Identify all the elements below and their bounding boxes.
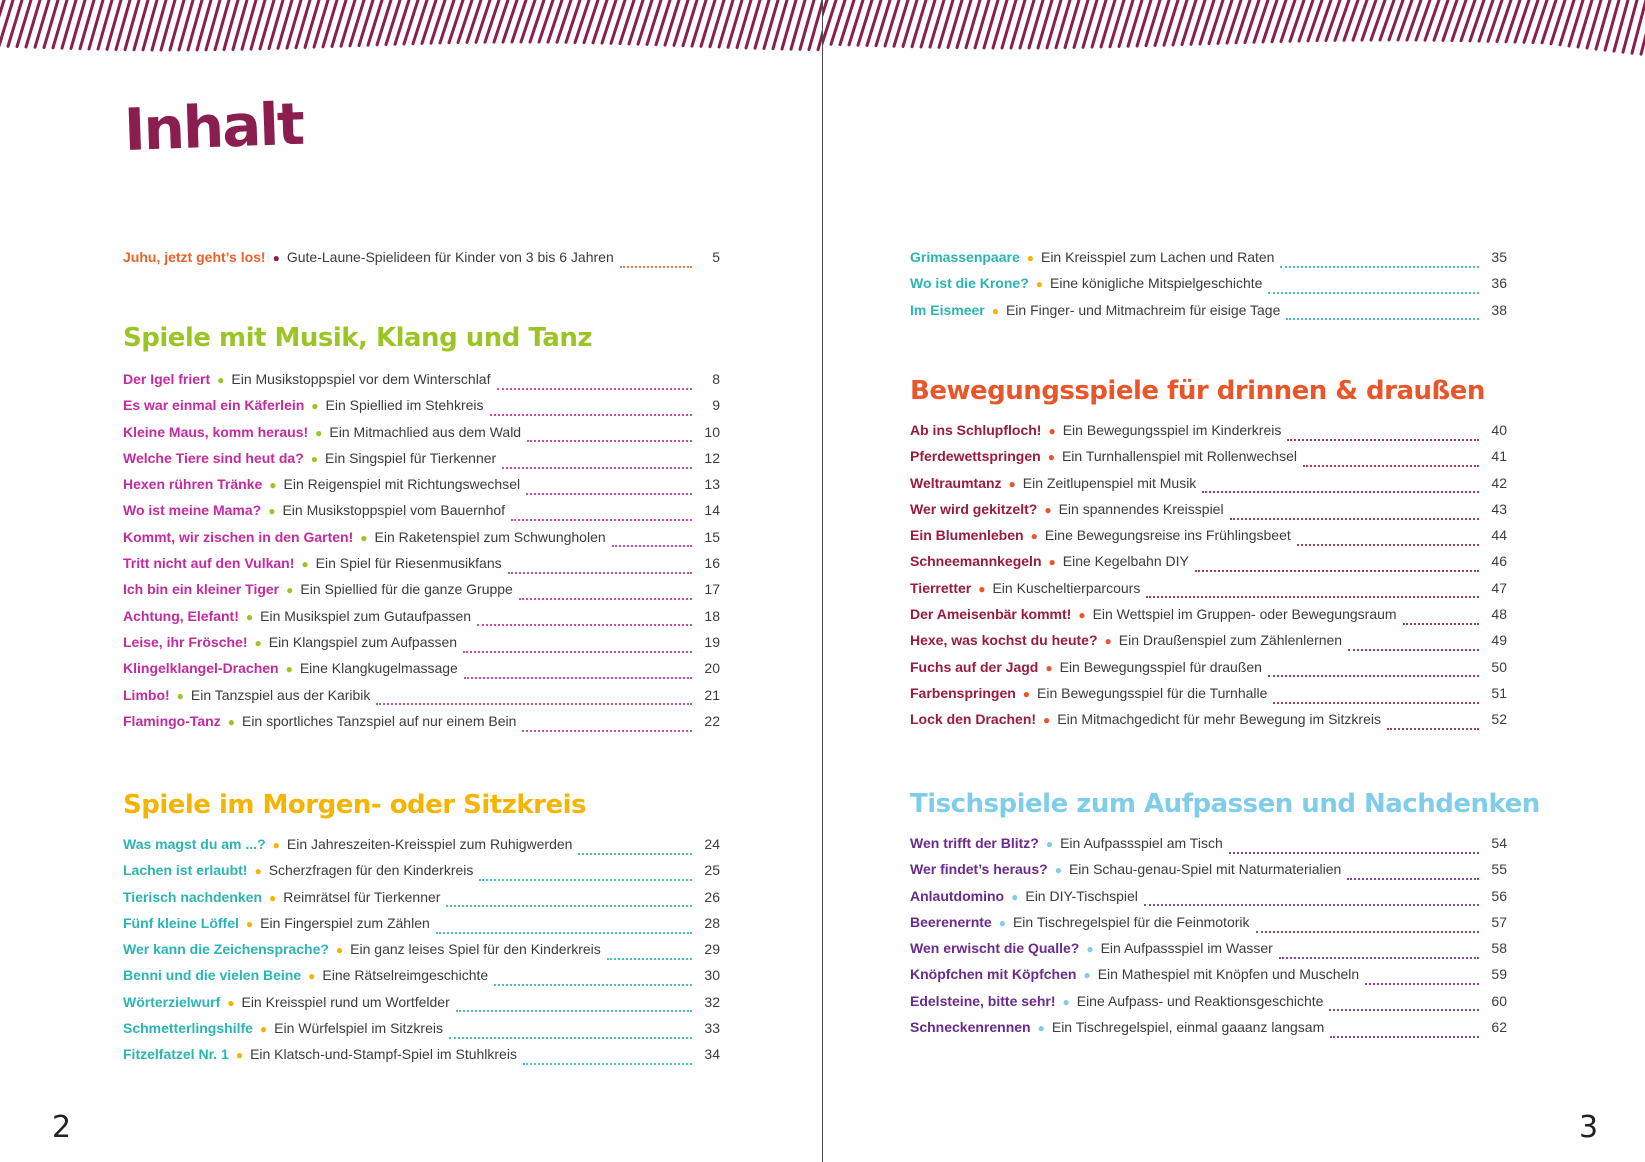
entry-description: Ein Aufpassspiel im Wasser <box>1100 940 1273 957</box>
entry-description: Ein Spiellied im Stehkreis <box>325 397 484 414</box>
toc-entry[interactable] <box>123 371 720 397</box>
entry-title: Wen erwischt die Qualle? <box>910 940 1080 957</box>
entry-title: Schmetterlingshilfe <box>123 1020 253 1037</box>
entry-page-number: 12 <box>704 449 720 466</box>
entry-description: Ein Wettspiel im Gruppen- oder Bewegungsraum <box>1092 606 1397 623</box>
entry-description: Ein DIY-Tischspiel <box>1025 887 1138 904</box>
entry-title: Wo ist die Krone? <box>910 275 1029 292</box>
entry-description: Ein Tischregelspiel für die Feinmotorik <box>1012 913 1250 930</box>
entry-page-number: 55 <box>1491 861 1507 878</box>
bullet-icon: ● <box>1044 502 1052 517</box>
toc-entry[interactable] <box>910 422 1507 448</box>
entry-page-number: 59 <box>1491 966 1507 983</box>
toc-entry[interactable] <box>123 713 720 739</box>
entry-title: Wer findet’s heraus? <box>910 861 1048 878</box>
entry-title: Schneemannkegeln <box>910 553 1042 570</box>
dotted-leader <box>620 265 692 268</box>
entry-description: Ein Kreisspiel rund um Wortfelder <box>241 993 450 1010</box>
entry-page-number: 24 <box>704 836 720 852</box>
toc-entry[interactable] <box>123 967 720 993</box>
entry-description: Ein Musikstoppspiel vom Bauernhof <box>282 502 506 519</box>
entry-title: Kommt, wir zischen in den Garten! <box>123 528 354 545</box>
entry-page-number: 15 <box>704 528 720 545</box>
toc-entry[interactable] <box>123 687 720 713</box>
entry-page-number: 32 <box>704 993 720 1010</box>
toc-entry[interactable] <box>123 1046 720 1072</box>
entry-title: Limbo! <box>123 686 170 703</box>
toc-entry[interactable] <box>910 659 1507 685</box>
dotted-leader <box>522 729 692 732</box>
entry-description: Ein Tanzspiel aus der Karibik <box>190 686 371 703</box>
entry-title: Ab ins Schlupfloch! <box>910 422 1042 438</box>
entry-title: Knöpfchen mit Köpfchen <box>910 966 1077 983</box>
bullet-icon: ● <box>1083 968 1091 983</box>
toc-entry[interactable] <box>910 940 1507 966</box>
right-page <box>823 0 1645 1162</box>
bullet-icon: ● <box>227 714 235 729</box>
entry-description: Ein Klatsch-und-Stampf-Spiel im Stuhlkreis <box>250 1046 517 1063</box>
bullet-icon: ● <box>311 399 319 414</box>
bullet-icon: ● <box>227 995 235 1010</box>
entry-page-number: 48 <box>1491 606 1507 623</box>
entry-page-number: 13 <box>704 476 720 493</box>
bullet-icon: ● <box>1026 251 1034 265</box>
entry-page-number: 8 <box>712 371 720 387</box>
entry-title: Was magst du am ...? <box>123 836 266 852</box>
dotted-leader <box>446 904 692 907</box>
entry-title: Wen trifft der Blitz? <box>910 835 1039 851</box>
entry-description: Eine Rätselreimgeschichte <box>322 967 489 984</box>
toc-entry[interactable] <box>123 862 720 888</box>
dotted-leader <box>456 1009 692 1012</box>
bullet-icon: ● <box>254 635 262 650</box>
dotted-leader <box>1279 956 1479 959</box>
entry-page-number: 41 <box>1491 448 1507 465</box>
toc-entry[interactable] <box>123 450 720 476</box>
table-list <box>910 835 1507 1045</box>
entry-description: Ein Schau-genau-Spiel mit Naturmaterialien <box>1068 861 1342 878</box>
bullet-icon: ● <box>310 451 318 466</box>
bullet-icon: ● <box>1037 1021 1045 1036</box>
bullet-icon: ● <box>1048 424 1056 438</box>
toc-entry[interactable] <box>910 580 1507 606</box>
page-number-right: 3 <box>1579 1110 1599 1145</box>
dotted-leader <box>376 702 692 705</box>
dotted-leader <box>1297 543 1479 546</box>
toc-entry[interactable] <box>123 529 720 555</box>
entry-description: Eine Aufpass- und Reaktionsgeschichte <box>1076 992 1324 1009</box>
toc-entry[interactable] <box>910 1019 1507 1045</box>
entry-description: Reimrätsel für Tierkenner <box>283 888 441 905</box>
entry-title: Beerenernte <box>910 913 992 930</box>
entry-page-number: 16 <box>704 555 720 572</box>
dotted-leader <box>1287 438 1479 441</box>
bullet-icon: ● <box>268 504 276 519</box>
dotted-leader <box>1387 727 1479 730</box>
toc-entry[interactable] <box>910 993 1507 1019</box>
toc-entry[interactable] <box>910 527 1507 553</box>
bullet-icon: ● <box>217 373 225 387</box>
entry-description: Eine Bewegungsreise ins Frühlingsbeet <box>1044 527 1291 544</box>
entry-page-number: 38 <box>1491 301 1507 318</box>
entry-title: Grimassenpaare <box>910 249 1020 265</box>
entry-title: Fuchs auf der Jagd <box>910 658 1039 675</box>
dotted-leader <box>1286 317 1479 320</box>
entry-page-number: 56 <box>1491 887 1507 904</box>
dotted-leader <box>519 597 692 600</box>
entry-page-number: 47 <box>1491 579 1507 596</box>
bullet-icon: ● <box>1047 450 1055 465</box>
bullet-icon: ● <box>991 303 999 318</box>
dotted-leader <box>1403 622 1479 625</box>
morning-list <box>123 836 720 1073</box>
toc-entry[interactable] <box>123 1020 720 1046</box>
entry-description: Ein Mathespiel mit Knöpfen und Muscheln <box>1097 966 1360 983</box>
section-heading-movement: Bewegungsspiele für drinnen & draußen <box>910 376 1485 406</box>
entry-page-number: 17 <box>704 581 720 598</box>
intro-list <box>123 249 720 275</box>
toc-entry[interactable] <box>123 994 720 1020</box>
entry-page-number: 42 <box>1491 474 1507 491</box>
entry-page-number: 62 <box>1491 1019 1507 1036</box>
entry-title: Leise, ihr Frösche! <box>123 633 248 650</box>
entry-page-number: 40 <box>1491 422 1507 438</box>
entry-page-number: 25 <box>704 862 720 879</box>
entry-description: Ein Musikspiel zum Gutaufpassen <box>260 607 472 624</box>
dotted-leader <box>1365 982 1479 985</box>
entry-page-number: 54 <box>1491 835 1507 851</box>
dotted-leader <box>1330 1035 1479 1038</box>
dotted-leader <box>612 544 692 547</box>
entry-page-number: 14 <box>704 502 720 519</box>
bullet-icon: ● <box>1048 555 1056 570</box>
bullet-icon: ● <box>285 662 293 677</box>
entry-description: Ein Fingerspiel zum Zählen <box>260 914 430 931</box>
entry-description: Ein sportliches Tanzspiel auf nur einem Bein <box>241 712 517 729</box>
entry-page-number: 50 <box>1491 658 1507 675</box>
toc-entry[interactable] <box>123 397 720 423</box>
entry-description: Ein Draußenspiel zum Zählenlernen <box>1118 632 1343 649</box>
entry-page-number: 19 <box>704 633 720 650</box>
entry-description: Ein Zeitlupenspiel mit Musik <box>1022 474 1197 491</box>
entry-title: Wer wird gekitzelt? <box>910 500 1038 517</box>
entry-title: Ich bin ein kleiner Tiger <box>123 581 280 598</box>
bullet-icon: ● <box>1022 686 1031 701</box>
entry-page-number: 43 <box>1491 500 1507 517</box>
entry-title: Klingelklangel-Drachen <box>123 660 279 677</box>
bullet-icon: ● <box>286 583 294 598</box>
toc-entry[interactable] <box>910 888 1507 914</box>
entry-description: Ein Bewegungsspiel für die Turnhalle <box>1037 684 1268 701</box>
entry-description: Ein Tischregelspiel, einmal gaaanz langsam <box>1051 1019 1325 1036</box>
section-heading-table: Tischspiele zum Aufpassen und Nachdenken <box>910 789 1540 819</box>
dotted-leader <box>502 466 692 469</box>
entry-page-number: 52 <box>1491 711 1507 728</box>
entry-description: Ein Spiel für Riesenmusikfans <box>315 555 502 572</box>
toc-entry[interactable] <box>123 836 720 862</box>
toc-entry[interactable] <box>910 475 1507 501</box>
entry-page-number: 58 <box>1491 940 1507 957</box>
dotted-leader <box>436 931 692 934</box>
bullet-icon: ● <box>245 916 254 931</box>
toc-entry[interactable] <box>910 835 1507 861</box>
entry-title: Flamingo-Tanz <box>123 712 221 729</box>
dotted-leader <box>1273 701 1479 704</box>
bullet-icon: ● <box>1078 608 1086 623</box>
dotted-leader <box>1229 851 1479 854</box>
bullet-icon: ● <box>301 557 309 572</box>
entry-description: Ein Finger- und Mitmachreim für eisige Tage <box>1005 301 1281 318</box>
entry-description: Ein spannendes Kreisspiel <box>1058 500 1224 517</box>
stripe-decoration-right <box>823 0 1645 70</box>
bullet-icon: ● <box>272 251 280 265</box>
toc-entry[interactable] <box>123 249 720 275</box>
entry-title: Fünf kleine Löffel <box>123 914 239 931</box>
toc-entry[interactable] <box>910 685 1507 711</box>
entry-title: Benni und die vielen Beine <box>123 967 302 984</box>
entry-page-number: 18 <box>704 607 720 624</box>
entry-title: Hexen rühren Tränke <box>123 476 263 493</box>
entry-title: Der Ameisenbär kommt! <box>910 606 1072 623</box>
entry-description: Ein Jahreszeiten-Kreisspiel zum Ruhigwerden <box>286 836 573 852</box>
entry-title: Kleine Maus, komm heraus! <box>123 423 309 440</box>
entry-page-number: 29 <box>704 941 720 958</box>
toc-entry[interactable] <box>123 502 720 528</box>
bullet-icon: ● <box>1086 942 1094 957</box>
entry-page-number: 28 <box>704 914 720 931</box>
dotted-leader <box>578 852 692 855</box>
entry-title: Juhu, jetzt geht’s los! <box>123 249 266 265</box>
dotted-leader <box>464 676 692 679</box>
toc-entry[interactable] <box>123 915 720 941</box>
entry-description: Ein Singspiel für Tierkenner <box>325 449 497 466</box>
bullet-icon: ● <box>272 838 280 852</box>
dotted-leader <box>1268 291 1479 294</box>
bullet-icon: ● <box>1043 713 1051 728</box>
toc-entry[interactable] <box>910 553 1507 579</box>
entry-title: Ein Blumenleben <box>910 527 1024 544</box>
dotted-leader <box>1329 1008 1479 1011</box>
bullet-icon: ● <box>1054 863 1062 878</box>
stripe-decoration-left <box>0 0 822 70</box>
dotted-leader <box>490 413 692 416</box>
entry-title: Tierisch nachdenken <box>123 888 263 905</box>
dotted-leader <box>1202 490 1479 493</box>
toc-entry[interactable] <box>123 634 720 660</box>
entry-description: Ein Kreisspiel zum Lachen und Raten <box>1040 249 1275 265</box>
entry-title: Im Eismeer <box>910 301 985 318</box>
entry-description: Ein Mitmachgedicht für mehr Bewegung im Sitzkreis <box>1057 711 1381 728</box>
entry-description: Ein Mitmachlied aus dem Wald <box>329 423 522 440</box>
entry-page-number: 21 <box>704 686 720 703</box>
entry-description: Gute-Laune-Spielideen für Kinder von 3 bis 6 Jahren <box>286 249 614 265</box>
entry-title: Hexe, was kochst du heute? <box>910 632 1098 649</box>
toc-entry[interactable] <box>910 501 1507 527</box>
entry-title: Wörterzielwurf <box>123 993 221 1010</box>
dotted-leader <box>1268 674 1479 677</box>
dotted-leader <box>497 387 693 390</box>
entry-page-number: 51 <box>1491 684 1507 701</box>
entry-description: Ein Musikstoppspiel vor dem Winterschlaf <box>231 371 491 387</box>
bullet-icon: ● <box>998 915 1006 930</box>
entry-page-number: 34 <box>704 1046 720 1063</box>
toc-entry[interactable] <box>123 889 720 915</box>
dotted-leader <box>526 492 692 495</box>
entry-page-number: 20 <box>704 660 720 677</box>
entry-page-number: 22 <box>704 712 720 729</box>
toc-entry[interactable] <box>123 581 720 607</box>
entry-description: Eine Klangkugelmassage <box>299 660 458 677</box>
toc-entry[interactable] <box>910 606 1507 632</box>
entry-title: Achtung, Elefant! <box>123 607 239 624</box>
bullet-icon: ● <box>176 688 184 703</box>
entry-description: Ein Raketenspiel zum Schwungholen <box>374 528 606 545</box>
bullet-icon: ● <box>1011 889 1019 904</box>
entry-description: Ein Kuscheltierparcours <box>992 579 1141 596</box>
toc-entry[interactable] <box>910 249 1507 275</box>
entry-title: Tierretter <box>910 579 972 596</box>
entry-title: Anlautdomino <box>910 887 1005 904</box>
dotted-leader <box>1303 464 1479 467</box>
bullet-icon: ● <box>308 969 316 984</box>
entry-title: Schneckenrennen <box>910 1019 1031 1036</box>
bullet-icon: ● <box>1104 634 1112 649</box>
morning-continued-list <box>910 249 1507 328</box>
entry-description: Ein Aufpassspiel am Tisch <box>1060 835 1223 851</box>
dotted-leader <box>1280 265 1479 268</box>
dotted-leader <box>523 1062 692 1065</box>
toc-entry[interactable] <box>123 555 720 581</box>
dotted-leader <box>1144 903 1479 906</box>
toc-entry[interactable] <box>910 711 1507 737</box>
dotted-leader <box>1146 595 1479 598</box>
toc-entry[interactable] <box>910 914 1507 940</box>
entry-page-number: 10 <box>704 423 720 440</box>
entry-title: Weltraumtanz <box>910 474 1002 491</box>
dotted-leader <box>449 1036 692 1039</box>
dotted-leader <box>527 439 692 442</box>
entry-description: Ein Turnhallenspiel mit Rollenwechsel <box>1061 448 1297 465</box>
section-heading-morning: Spiele im Morgen- oder Sitzkreis <box>123 790 587 820</box>
entry-page-number: 5 <box>712 249 720 265</box>
toc-entry[interactable] <box>123 608 720 634</box>
dotted-leader <box>1348 648 1479 651</box>
entry-page-number: 33 <box>704 1020 720 1037</box>
dotted-leader <box>479 878 692 881</box>
bullet-icon: ● <box>1062 994 1070 1009</box>
bullet-icon: ● <box>315 425 323 440</box>
entry-page-number: 44 <box>1491 527 1507 544</box>
section-heading-music: Spiele mit Musik, Klang und Tanz <box>123 323 592 353</box>
bullet-icon: ● <box>1008 476 1016 491</box>
entry-description: Eine Kegelbahn DIY <box>1062 553 1189 570</box>
bullet-icon: ● <box>978 581 986 596</box>
entry-description: Ein Bewegungsspiel im Kinderkreis <box>1062 422 1282 438</box>
dotted-leader <box>511 518 692 521</box>
entry-description: Ein Klangspiel zum Aufpassen <box>268 633 458 650</box>
entry-title: Lock den Drachen! <box>910 711 1037 728</box>
entry-description: Eine königliche Mitspielgeschichte <box>1050 275 1263 292</box>
dotted-leader <box>1195 569 1479 572</box>
dotted-leader <box>1230 517 1479 520</box>
entry-page-number: 30 <box>704 967 720 984</box>
left-page <box>0 0 822 1162</box>
entry-title: Pferdewettspringen <box>910 448 1041 465</box>
dotted-leader <box>508 571 692 574</box>
entry-page-number: 36 <box>1491 275 1507 292</box>
toc-entry[interactable] <box>123 476 720 502</box>
entry-page-number: 35 <box>1491 249 1507 265</box>
bullet-icon: ● <box>254 864 262 879</box>
bullet-icon: ● <box>1030 529 1038 544</box>
dotted-leader <box>463 650 692 653</box>
entry-title: Fitzelfatzel Nr. 1 <box>123 1046 229 1063</box>
entry-page-number: 9 <box>712 397 720 414</box>
entry-page-number: 60 <box>1491 992 1507 1009</box>
entry-description: Ein Reigenspiel mit Richtungswechsel <box>283 476 521 493</box>
bullet-icon: ● <box>1045 837 1054 851</box>
entry-page-number: 26 <box>704 888 720 905</box>
dotted-leader <box>477 623 692 626</box>
page-title: Inhalt <box>122 89 304 164</box>
toc-entry[interactable] <box>123 660 720 686</box>
dotted-leader <box>607 957 692 960</box>
entry-description: Scherzfragen für den Kinderkreis <box>268 862 474 879</box>
toc-entry[interactable] <box>910 448 1507 474</box>
entry-title: Wo ist meine Mama? <box>123 502 262 519</box>
bullet-icon: ● <box>259 1022 268 1037</box>
entry-description: Ein Würfelspiel im Sitzkreis <box>274 1020 443 1037</box>
bullet-icon: ● <box>269 478 277 493</box>
bullet-icon: ● <box>245 609 254 624</box>
entry-title: Der Igel friert <box>123 371 211 387</box>
entry-description: Ein Bewegungsspiel für draußen <box>1059 658 1262 675</box>
page-number-left: 2 <box>52 1110 72 1145</box>
entry-title: Welche Tiere sind heut da? <box>123 449 304 466</box>
toc-entry[interactable] <box>910 861 1507 887</box>
toc-entry[interactable] <box>910 632 1507 658</box>
bullet-icon: ● <box>1035 277 1043 292</box>
entry-title: Es war einmal ein Käferlein <box>123 397 305 414</box>
entry-description: Ein ganz leises Spiel für den Kinderkreis <box>350 941 601 958</box>
toc-entry[interactable] <box>123 941 720 967</box>
bullet-icon: ● <box>360 530 368 545</box>
entry-title: Edelsteine, bitte sehr! <box>910 992 1056 1009</box>
entry-title: Tritt nicht auf den Vulkan! <box>123 555 295 572</box>
movement-list <box>910 422 1507 738</box>
entry-title: Lachen ist erlaubt! <box>123 862 248 879</box>
entry-title: Wer kann die Zeichensprache? <box>123 941 329 958</box>
entry-page-number: 57 <box>1491 913 1507 930</box>
dotted-leader <box>1256 930 1480 933</box>
entry-page-number: 49 <box>1491 632 1507 649</box>
music-list <box>123 371 720 739</box>
toc-entry[interactable] <box>910 302 1507 328</box>
dotted-leader <box>1347 877 1479 880</box>
bullet-icon: ● <box>1045 660 1053 675</box>
dotted-leader <box>494 983 692 986</box>
toc-entry[interactable] <box>123 424 720 450</box>
toc-entry[interactable] <box>910 966 1507 992</box>
entry-page-number: 46 <box>1491 553 1507 570</box>
toc-entry[interactable] <box>910 275 1507 301</box>
bullet-icon: ● <box>335 943 344 958</box>
entry-description: Ein Spiellied für die ganze Gruppe <box>300 581 513 598</box>
bullet-icon: ● <box>235 1048 244 1063</box>
bullet-icon: ● <box>269 890 277 905</box>
entry-title: Farbenspringen <box>910 684 1016 701</box>
